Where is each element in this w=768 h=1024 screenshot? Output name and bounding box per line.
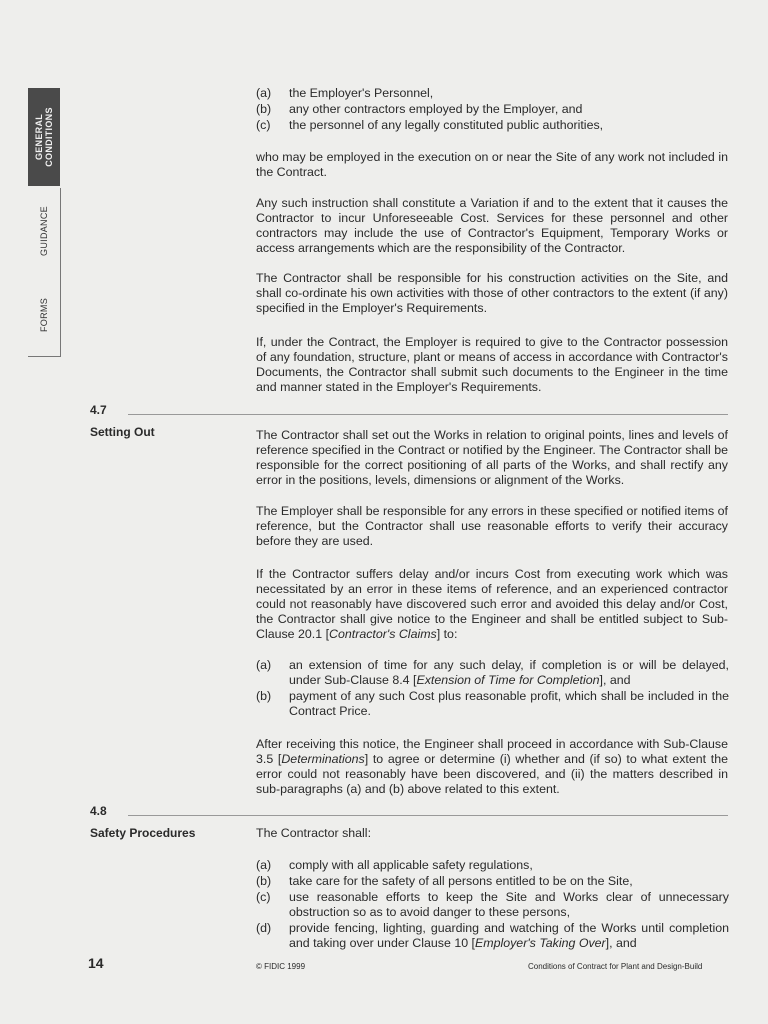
list-item-label: (b) [256,102,272,116]
section-tabs [28,88,62,356]
paragraph: who may be employed in the execution on or near the Site of any work not included in the Contract. [256,150,728,179]
paragraph: The Contractor shall set out the Works in relation to original points, lines and levels of reference specified in the Contract or notified by the Engineer. The Contractor shall be responsible for the correct positioning of all parts of the Works, and shall rectify any error in the positions, levels, dimensions or alignment of the Works. [256,428,728,487]
cross-reference: Determinations [281,752,365,766]
list-item-label: (a) [256,658,272,672]
page-number: 14 [88,955,104,971]
tab-guidance[interactable] [28,188,61,274]
list-item-text: any other contractors employed by the Employer, and [289,102,583,116]
list-item-label: (a) [256,86,272,100]
copyright-notice: © FIDIC 1999 [256,962,306,971]
paragraph: After receiving this notice, the Engineer shall proceed in accordance with Sub-Clause 3.5 [Determinations] to agree or determine (i) whether and (if so) to what extent the error could not reasonably have been discovered, and (ii) the matters described in sub-paragraphs (a) and (b) above related to this extent. [256,737,728,796]
clause-title: Setting Out [90,425,155,439]
tab-forms[interactable] [28,274,61,357]
paragraph: The Contractor shall: [256,826,372,840]
list-item-text: comply with all applicable safety regulations, [289,858,533,872]
paragraph: If the Contractor suffers delay and/or incurs Cost from executing work which was necessitated by an error in these items of reference, and an experienced contractor could not reasonably have discovered such error and avoided this delay and/or Cost, the Contractor shall give notice to the Engineer and shall be entitled subject to Sub-Clause 20.1 [Contractor's Claims] to: [256,567,728,641]
tab-forms-label: FORMS [39,298,49,332]
paragraph: If, under the Contract, the Employer is required to give to the Contractor possession of any foundation, structure, plant or means of access in accordance with Contractor's Documents, the Contractor shall submit such documents to the Engineer in the time and manner stated in the Employer's Requirements. [256,335,728,394]
cross-reference: Contractor's Claims [329,627,437,641]
list-item-text: an extension of time for any such delay, if completion is or will be delayed, under Sub-Clause 8.4 [Extension of Time for Completion], and [289,658,729,687]
divider [128,815,728,816]
document-title: Conditions of Contract for Plant and Design-Build [528,962,703,971]
list-item-text: use reasonable efforts to keep the Site and Works clear of unnecessary obstruction so as to avoid danger to these persons, [289,890,729,919]
list-item-label: (a) [256,858,272,872]
list-item-label: (b) [256,874,272,888]
tab-general-line1: GENERAL [34,113,44,161]
tab-general-conditions[interactable] [28,88,60,186]
paragraph: The Employer shall be responsible for any errors in these specified or notified items of reference, but the Contractor shall use reasonable efforts to verify their accuracy before they are used. [256,504,728,548]
list-item-text: the Employer's Personnel, [289,86,434,100]
paragraph: The Contractor shall be responsible for his construction activities on the Site, and shall co-ordinate his own activities with those of other contractors to the extent (if any) specified in the Employer's Requirements. [256,271,728,315]
list-item-label: (c) [256,890,271,904]
paragraph: Any such instruction shall constitute a Variation if and to the extent that it causes the Contractor to incur Unforeseeable Cost. Services for these personnel and other contractors may include the use of Contractor's Equipment, Temporary Works or access arrangements which are the responsibility of the Contractor. [256,196,728,255]
clause-title: Safety Procedures [90,826,196,840]
tab-general-line2: CONDITIONS [44,107,54,167]
cross-reference: Employer's Taking Over [474,936,606,950]
list-item-label: (b) [256,689,272,703]
clause-number: 4.7 [90,403,107,417]
list-item-text: payment of any such Cost plus reasonable profit, which shall be included in the Contract Price. [289,689,729,718]
list-item-label: (c) [256,118,271,132]
list-item-text: provide fencing, lighting, guarding and watching of the Works until completion and taking over under Clause 10 [Employer's Taking Over], and [289,921,729,950]
divider [128,414,728,415]
tab-guidance-label: GUIDANCE [39,206,49,256]
clause-number: 4.8 [90,804,107,818]
list-item-text: take care for the safety of all persons entitled to be on the Site, [289,874,633,888]
cross-reference: Extension of Time for Completion [416,673,600,687]
list-item-text: the personnel of any legally constituted public authorities, [289,118,604,132]
list-item-label: (d) [256,921,272,935]
